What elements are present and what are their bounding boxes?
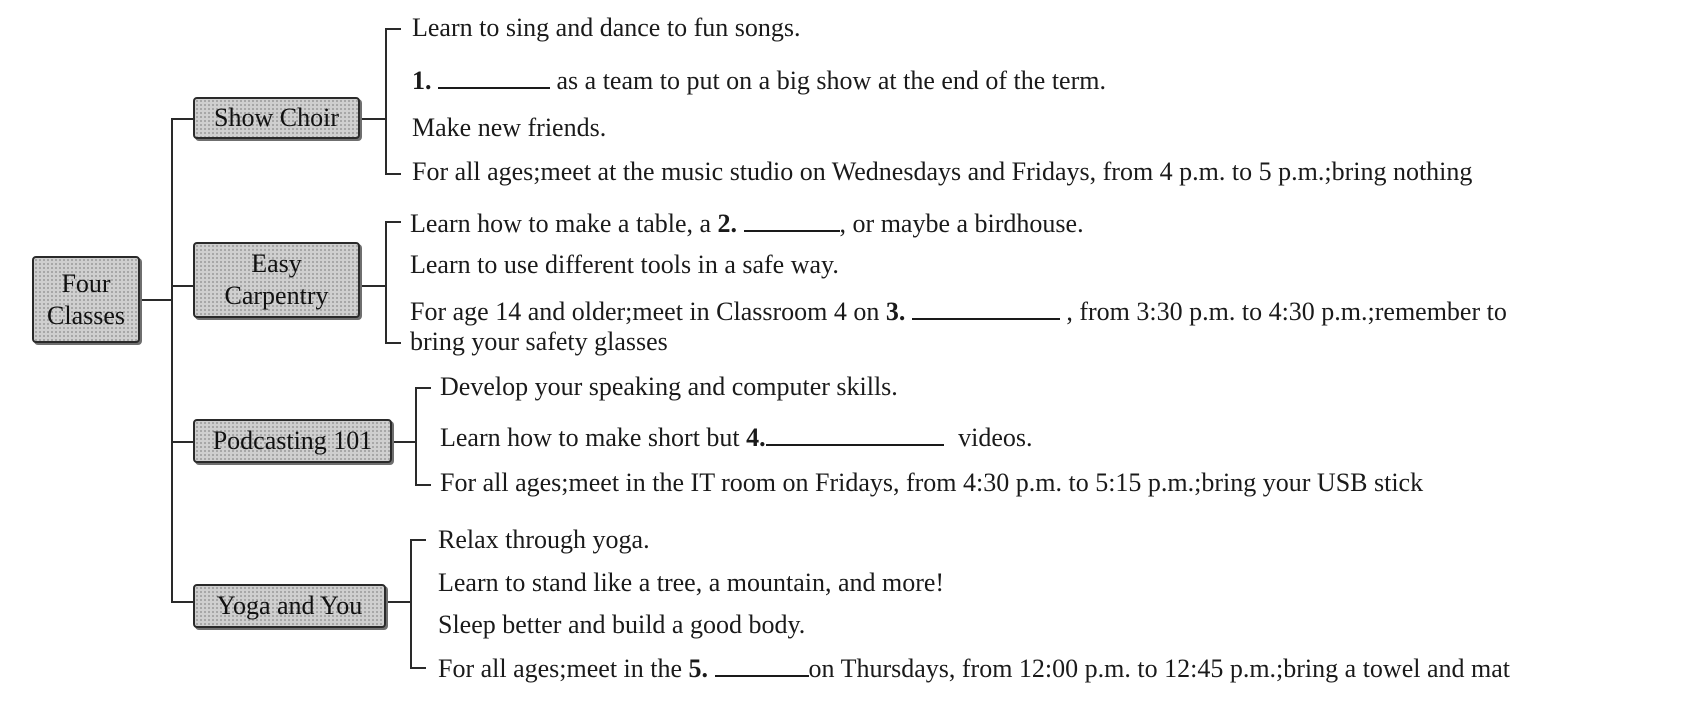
branch-line-show-choir <box>360 118 385 120</box>
tick-podcasting-1 <box>415 387 431 389</box>
root-box-four-classes <box>32 256 140 343</box>
connector-easy-carpentry <box>171 285 193 287</box>
podcasting-item-1-text: Develop your speaking and computer skills. <box>440 372 898 401</box>
blank-4-field[interactable] <box>766 420 944 446</box>
branch-line-yoga <box>386 601 412 603</box>
easy-carpentry-item-3-post: , from 3:30 p.m. to 4:30 p.m.;remember to <box>1066 297 1507 326</box>
easy-carpentry-item-1-post: , or maybe a birdhouse. <box>839 209 1084 238</box>
show-choir-item-4 <box>412 157 1472 187</box>
blank-2-number: 2. <box>717 209 738 238</box>
easy-carpentry-item-1 <box>410 206 1084 239</box>
tick-easy-carpentry-1 <box>385 221 401 223</box>
class-label-podcasting-101: Podcasting 101 <box>212 426 373 455</box>
show-choir-item-1-text: Learn to sing and dance to fun songs. <box>412 13 801 42</box>
easy-carpentry-item-2-text: Learn to use different tools in a safe way. <box>410 250 839 279</box>
podcasting-item-1 <box>440 372 898 402</box>
tick-yoga-1 <box>410 539 426 541</box>
class-label-easy-carpentry-line1: Easy <box>251 249 302 278</box>
blank-1-field[interactable] <box>438 63 550 89</box>
blank-3-number: 3. <box>885 297 906 326</box>
root-label-line1: Four <box>61 268 111 298</box>
root-label-line2: Classes <box>47 300 125 330</box>
show-choir-item-4-text: For all ages;meet at the music studio on Wednesdays and Fridays, from 4 p.m. to 5 p.m.;bring nothing <box>412 157 1473 186</box>
yoga-item-4-pre: For all ages;meet in the <box>438 654 683 683</box>
blank-3-field[interactable] <box>912 294 1060 320</box>
yoga-item-2 <box>438 568 944 598</box>
yoga-item-4 <box>438 651 1510 684</box>
easy-carpentry-item-3-pre: For age 14 and older;meet in Classroom 4 on <box>410 297 880 326</box>
bracket-show-choir <box>385 28 387 174</box>
yoga-item-3 <box>438 610 805 640</box>
show-choir-item-3 <box>412 113 606 143</box>
class-label-show-choir: Show Choir <box>214 103 339 132</box>
branch-line-podcasting <box>392 441 415 443</box>
blank-4-number: 4. <box>746 423 766 452</box>
yoga-item-1-text: Relax through yoga. <box>438 525 650 554</box>
blank-2-field[interactable] <box>744 206 840 232</box>
podcasting-item-2-post: videos. <box>958 423 1033 452</box>
connector-podcasting <box>171 441 193 443</box>
tick-easy-carpentry-3 <box>385 342 401 344</box>
class-box-yoga-and-you <box>193 584 386 628</box>
yoga-item-1 <box>438 525 650 555</box>
tick-yoga-4 <box>410 667 426 669</box>
class-box-easy-carpentry <box>193 242 360 318</box>
yoga-item-2-text: Learn to stand like a tree, a mountain, and more! <box>438 568 945 597</box>
branch-line-easy-carpentry <box>360 285 385 287</box>
tick-show-choir-1 <box>385 28 401 30</box>
bracket-podcasting <box>415 387 417 485</box>
class-box-show-choir <box>193 97 360 139</box>
tick-podcasting-3 <box>415 484 431 486</box>
trunk-vertical <box>171 118 173 602</box>
podcasting-item-2 <box>440 420 1033 453</box>
easy-carpentry-item-2 <box>410 250 839 280</box>
podcasting-item-3-text: For all ages;meet in the IT room on Fridays, from 4:30 p.m. to 5:15 p.m.;bring your USB stick <box>440 468 1424 497</box>
easy-carpentry-item-3 <box>410 294 1507 327</box>
class-box-podcasting-101 <box>193 419 392 463</box>
show-choir-item-1 <box>412 13 800 43</box>
bracket-yoga <box>410 539 412 668</box>
connector-root <box>140 299 171 301</box>
easy-carpentry-item-1-pre: Learn how to make a table, a <box>410 209 712 238</box>
class-label-easy-carpentry-line2: Carpentry <box>224 281 329 310</box>
tick-show-choir-4 <box>385 173 401 175</box>
blank-5-number: 5. <box>688 654 709 683</box>
show-choir-item-2 <box>412 63 1106 96</box>
podcasting-item-2-pre: Learn how to make short but <box>440 423 740 452</box>
connector-yoga <box>171 601 193 603</box>
blank-1-number: 1. <box>412 66 432 95</box>
blank-5-field[interactable] <box>715 651 809 677</box>
class-label-yoga-and-you: Yoga and You <box>216 591 363 620</box>
easy-carpentry-item-3-line2 <box>410 327 668 357</box>
podcasting-item-3 <box>440 468 1423 498</box>
yoga-item-3-text: Sleep better and build a good body. <box>438 610 806 639</box>
show-choir-item-3-text: Make new friends. <box>412 113 607 142</box>
easy-carpentry-item-3-line2-text: bring your safety glasses <box>410 327 668 356</box>
connector-show-choir <box>171 118 193 120</box>
bracket-easy-carpentry <box>385 221 387 343</box>
show-choir-item-2-text: as a team to put on a big show at the end of the term. <box>556 66 1106 95</box>
yoga-item-4-post: on Thursdays, from 12:00 p.m. to 12:45 p.m.;bring a towel and mat <box>808 654 1510 683</box>
